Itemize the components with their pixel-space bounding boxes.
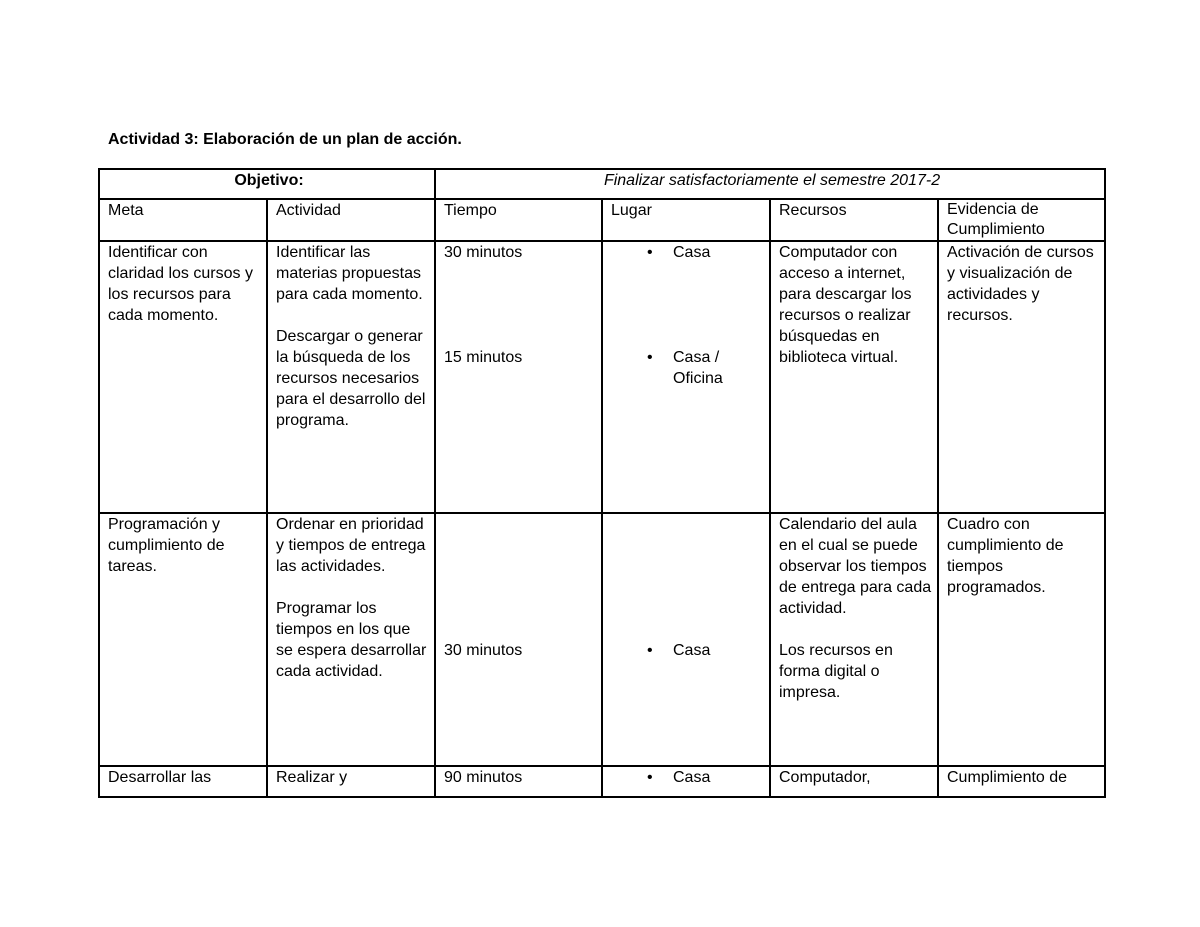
bullet-icon: • <box>647 244 653 261</box>
cell-evidencia: Cuadro con cumplimiento de tiempos programados. <box>938 513 1105 766</box>
cell-lugar <box>602 766 770 797</box>
page-title: Actividad 3: Elaboración de un plan de acción. <box>108 131 462 148</box>
objective-label: Objetivo: <box>99 169 435 199</box>
place-item <box>611 767 765 788</box>
cell-actividad: Realizar y <box>267 766 435 797</box>
action-plan-table <box>98 168 1106 798</box>
bullet-icon: • <box>647 642 653 659</box>
place-item <box>611 347 765 389</box>
cell-actividad <box>267 513 435 766</box>
resource-text: Los recursos en forma digital o impresa. <box>779 642 893 701</box>
table-row <box>99 766 1105 797</box>
activity-text: Programar los tiempos en los que se espera desarrollar cada actividad. <box>276 600 427 680</box>
cell-tiempo: 90 minutos <box>435 766 602 797</box>
cell-tiempo <box>435 241 602 513</box>
table-row <box>99 513 1105 766</box>
header-lugar: Lugar <box>602 199 770 241</box>
cell-lugar <box>602 241 770 513</box>
place-text: Casa / Oficina <box>673 349 723 387</box>
header-meta: Meta <box>99 199 267 241</box>
header-recursos: Recursos <box>770 199 938 241</box>
cell-actividad <box>267 241 435 513</box>
time-value: 30 minutos <box>444 244 523 261</box>
resource-text: Computador con acceso a internet, para descargar los recursos o realizar búsquedas en biblioteca virtual. <box>779 244 912 366</box>
cell-recursos <box>770 241 938 513</box>
header-evidencia: Evidencia de Cumplimiento <box>938 199 1105 241</box>
cell-evidencia: Cumplimiento de <box>938 766 1105 797</box>
place-text: Casa <box>673 642 711 659</box>
cell-meta: Desarrollar las <box>99 766 267 797</box>
header-tiempo: Tiempo <box>435 199 602 241</box>
time-value: 15 minutos <box>444 349 523 366</box>
header-actividad: Actividad <box>267 199 435 241</box>
activity-text: Descargar o generar la búsqueda de los recursos necesarios para el desarrollo del programa. <box>276 328 426 429</box>
bullet-icon: • <box>647 349 653 366</box>
table-row <box>99 241 1105 513</box>
cell-lugar <box>602 513 770 766</box>
place-item <box>611 242 765 263</box>
objective-row <box>99 169 1105 199</box>
resource-text: Calendario del aula en el cual se puede observar los tiempos de entrega para cada actividad. <box>779 516 932 617</box>
place-text: Casa <box>673 769 711 786</box>
place-item <box>611 640 765 661</box>
cell-recursos: Computador, <box>770 766 938 797</box>
cell-tiempo <box>435 513 602 766</box>
objective-value: Finalizar satisfactoriamente el semestre 2017-2 <box>435 169 1105 199</box>
activity-text: Identificar las materias propuestas para cada momento. <box>276 244 423 303</box>
header-row <box>99 199 1105 241</box>
bullet-icon: • <box>647 769 653 786</box>
cell-meta: Programación y cumplimiento de tareas. <box>99 513 267 766</box>
time-value: 30 minutos <box>444 642 523 659</box>
place-text: Casa <box>673 244 711 261</box>
cell-recursos <box>770 513 938 766</box>
cell-evidencia: Activación de cursos y visualización de actividades y recursos. <box>938 241 1105 513</box>
cell-meta: Identificar con claridad los cursos y los recursos para cada momento. <box>99 241 267 513</box>
activity-text: Ordenar en prioridad y tiempos de entrega las actividades. <box>276 516 426 575</box>
